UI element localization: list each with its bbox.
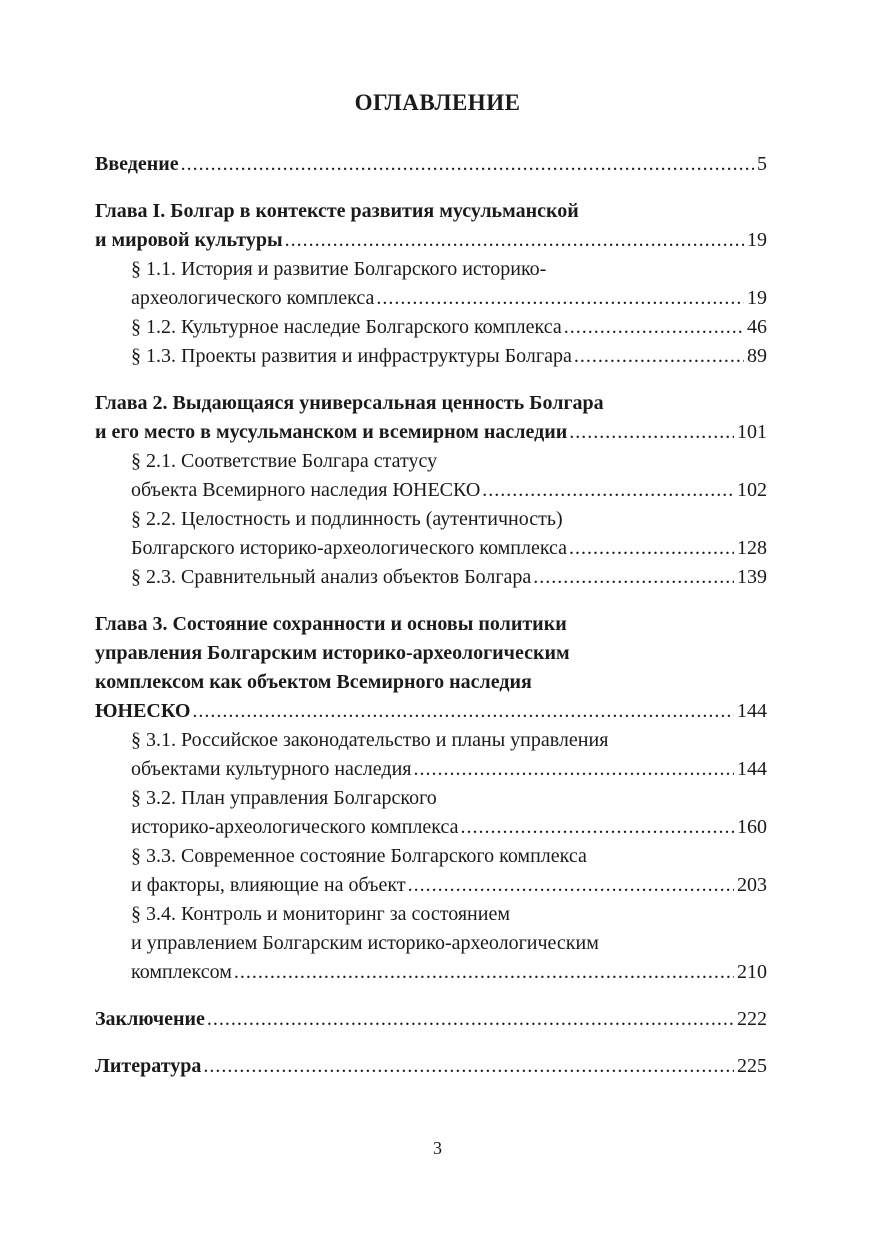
- table-of-contents: [95, 150, 767, 1081]
- toc-entry-chapter-3: [95, 610, 767, 726]
- toc-page-number: 203: [737, 874, 767, 896]
- toc-entry-title: комплексом: [131, 961, 232, 983]
- toc-entry-title: управления Болгарским историко-археологическим: [95, 642, 570, 664]
- toc-entry-title: Введение: [95, 153, 179, 175]
- toc-entry-title: § 3.3. Современное состояние Болгарского комплекса: [131, 845, 587, 867]
- dot-leader: [569, 418, 734, 447]
- toc-entry-title: § 3.2. План управления Болгарского: [131, 787, 437, 809]
- toc-entry-title: комплексом как объектом Всемирного наследия: [95, 671, 532, 693]
- toc-page-number: 225: [737, 1055, 767, 1077]
- page-title: ОГЛАВЛЕНИЕ: [354, 90, 521, 115]
- toc-entry-title: § 3.4. Контроль и мониторинг за состоянием: [131, 903, 510, 925]
- toc-entry-section-1-1: [95, 255, 767, 313]
- toc-entry-title: § 1.2. Культурное наследие Болгарского комплекса: [131, 316, 562, 338]
- toc-entry-title: Глава I. Болгар в контексте развития мусульманской: [95, 200, 579, 222]
- toc-entry-title: § 2.3. Сравнительный анализ объектов Болгара: [131, 566, 532, 588]
- toc-entry-conclusion: [95, 1005, 767, 1034]
- toc-page-number: 144: [737, 700, 767, 722]
- toc-entry-introduction: [95, 150, 767, 179]
- toc-entry-title: Болгарского историко-археологического комплекса: [131, 537, 568, 559]
- toc-entry-section-2-2: [95, 505, 767, 563]
- toc-entry-title: § 1.3. Проекты развития и инфраструктуры Болгара: [131, 345, 572, 367]
- dot-leader: [413, 755, 734, 784]
- toc-page-number: 102: [737, 479, 767, 501]
- toc-entry-title: и управлением Болгарским историко-археологическим: [131, 932, 599, 954]
- toc-entry-title: и его место в мусульманском и всемирном наследии: [95, 421, 568, 443]
- toc-page-number: 144: [737, 758, 767, 780]
- dot-leader: [408, 871, 734, 900]
- toc-entry-title: § 1.1. История и развитие Болгарского историко-: [131, 258, 547, 280]
- toc-page-number: 5: [757, 153, 767, 175]
- toc-page-number: 89: [747, 345, 767, 367]
- toc-entry-title: Литература: [95, 1055, 202, 1077]
- toc-page-number: 128: [737, 537, 767, 559]
- toc-entry-section-3-2: [95, 784, 767, 842]
- toc-entry-title: Заключение: [95, 1008, 205, 1030]
- dot-leader: [192, 697, 734, 726]
- toc-page-number: 222: [737, 1008, 767, 1030]
- toc-page-number: 139: [737, 566, 767, 588]
- toc-entry-section-3-1: [95, 726, 767, 784]
- toc-entry-section-2-3: [95, 563, 767, 592]
- toc-entry-title: историко-археологического комплекса: [131, 816, 459, 838]
- toc-page-number: 210: [737, 961, 767, 983]
- toc-entry-title: § 2.1. Соответствие Болгара статусу: [131, 450, 438, 472]
- toc-entry-title: § 2.2. Целостность и подлинность (аутентичность): [131, 508, 563, 530]
- dot-leader: [533, 563, 734, 592]
- dot-leader: [574, 342, 744, 371]
- toc-entry-title: и мировой культуры: [95, 229, 283, 251]
- toc-page-number: 101: [737, 421, 767, 443]
- toc-page-number: 19: [747, 229, 767, 251]
- toc-entry-title: археологического комплекса: [131, 287, 375, 309]
- toc-entry-title: ЮНЕСКО: [95, 700, 191, 722]
- dot-leader: [285, 226, 744, 255]
- toc-entry-title: Глава 2. Выдающаяся универсальная ценность Болгара: [95, 392, 604, 414]
- toc-entry-chapter-2: [95, 389, 767, 447]
- toc-entry-section-1-3: [95, 342, 767, 371]
- toc-page-number: 19: [747, 287, 767, 309]
- dot-leader: [181, 150, 754, 179]
- dot-leader: [203, 1052, 734, 1081]
- toc-entry-section-3-3: [95, 842, 767, 900]
- toc-entry-title: § 3.1. Российское законодательство и планы управления: [131, 729, 609, 751]
- toc-entry-literature: [95, 1052, 767, 1081]
- dot-leader: [234, 958, 734, 987]
- toc-entry-section-3-4: [95, 900, 767, 987]
- dot-leader: [376, 284, 744, 313]
- toc-entry-section-2-1: [95, 447, 767, 505]
- toc-entry-title: объектами культурного наследия: [131, 758, 412, 780]
- toc-entry-section-1-2: [95, 313, 767, 342]
- dot-leader: [564, 313, 744, 342]
- dot-leader: [482, 476, 734, 505]
- page-number: 3: [433, 1138, 442, 1158]
- toc-entry-title: Глава 3. Состояние сохранности и основы политики: [95, 613, 567, 635]
- dot-leader: [569, 534, 734, 563]
- toc-page-number: 46: [747, 316, 767, 338]
- dot-leader: [207, 1005, 734, 1034]
- toc-entry-title: и факторы, влияющие на объект: [131, 874, 406, 896]
- dot-leader: [460, 813, 734, 842]
- toc-entry-title: объекта Всемирного наследия ЮНЕСКО: [131, 479, 481, 501]
- toc-entry-chapter-1: [95, 197, 767, 255]
- toc-page-number: 160: [737, 816, 767, 838]
